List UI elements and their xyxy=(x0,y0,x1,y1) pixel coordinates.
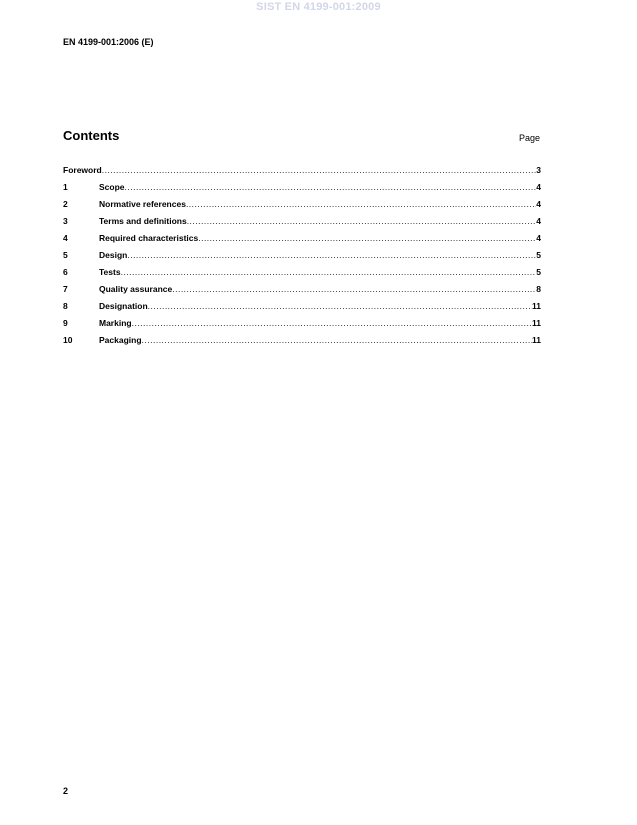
toc-entry-title: Quality assurance xyxy=(99,284,173,294)
toc-entry-number: 10 xyxy=(63,335,73,345)
toc-entry-number: 5 xyxy=(63,250,68,260)
toc-entry-page: 5 xyxy=(536,250,541,260)
toc-entry-title: Terms and definitions xyxy=(99,216,187,226)
toc-leader-dots xyxy=(198,233,536,244)
table-of-contents xyxy=(63,165,541,352)
toc-entry-number: 4 xyxy=(63,233,68,243)
toc-entry-page: 11 xyxy=(532,301,541,311)
toc-entry-number: 7 xyxy=(63,284,68,294)
toc-entry-tests[interactable] xyxy=(63,267,541,284)
toc-entry-page: 4 xyxy=(536,233,541,243)
toc-entry-designation[interactable] xyxy=(63,301,541,318)
toc-entry-number: 9 xyxy=(63,318,68,328)
toc-leader-dots xyxy=(102,165,537,176)
toc-entry-title: Normative references xyxy=(99,199,186,209)
toc-leader-dots xyxy=(187,216,537,227)
page-column-label: Page xyxy=(518,133,540,143)
toc-entry-terms-and-definitions[interactable] xyxy=(63,216,541,233)
toc-entry-page: 5 xyxy=(536,267,541,277)
toc-entry-page: 4 xyxy=(536,182,541,192)
toc-leader-dots xyxy=(132,318,532,329)
toc-leader-dots xyxy=(121,267,537,278)
toc-leader-dots xyxy=(186,199,536,210)
toc-entry-title: Packaging xyxy=(99,335,142,345)
toc-leader-dots xyxy=(148,301,532,312)
toc-entry-number: 8 xyxy=(63,301,68,311)
toc-entry-normative-references[interactable] xyxy=(63,199,541,216)
toc-entry-scope[interactable] xyxy=(63,182,541,199)
page-number: 2 xyxy=(63,786,69,796)
toc-entry-number: 6 xyxy=(63,267,68,277)
toc-entry-packaging[interactable] xyxy=(63,335,541,352)
toc-entry-number: 2 xyxy=(63,199,68,209)
toc-entry-quality-assurance[interactable] xyxy=(63,284,541,301)
toc-entry-page: 11 xyxy=(532,335,541,345)
document-id: EN 4199-001:2006 (E) xyxy=(63,37,154,47)
watermark: SIST EN 4199-001:2009 xyxy=(256,1,381,13)
toc-leader-dots xyxy=(127,250,536,261)
toc-entry-title: Tests xyxy=(99,267,121,277)
toc-entry-design[interactable] xyxy=(63,250,541,267)
toc-entry-marking[interactable] xyxy=(63,318,541,335)
toc-entry-number: 3 xyxy=(63,216,68,226)
contents-title: Contents xyxy=(63,128,120,143)
toc-entry-page: 8 xyxy=(536,284,541,294)
toc-entry-title: Foreword xyxy=(63,165,102,175)
toc-entry-title: Designation xyxy=(99,301,148,311)
toc-entry-required-characteristics[interactable] xyxy=(63,233,541,250)
toc-entry-page: 11 xyxy=(532,318,541,328)
toc-entry-title: Marking xyxy=(99,318,132,328)
toc-entry-page: 4 xyxy=(536,199,541,209)
toc-entry-number: 1 xyxy=(63,182,68,192)
toc-leader-dots xyxy=(125,182,537,193)
toc-entry-title: Design xyxy=(99,250,128,260)
toc-entry-page: 3 xyxy=(536,165,541,175)
toc-entry-page: 4 xyxy=(536,216,541,226)
toc-entry-title: Scope xyxy=(99,182,125,192)
toc-leader-dots xyxy=(172,284,536,295)
toc-entry-title: Required characteristics xyxy=(99,233,199,243)
toc-leader-dots xyxy=(142,335,532,346)
toc-entry-foreword[interactable] xyxy=(63,165,541,182)
